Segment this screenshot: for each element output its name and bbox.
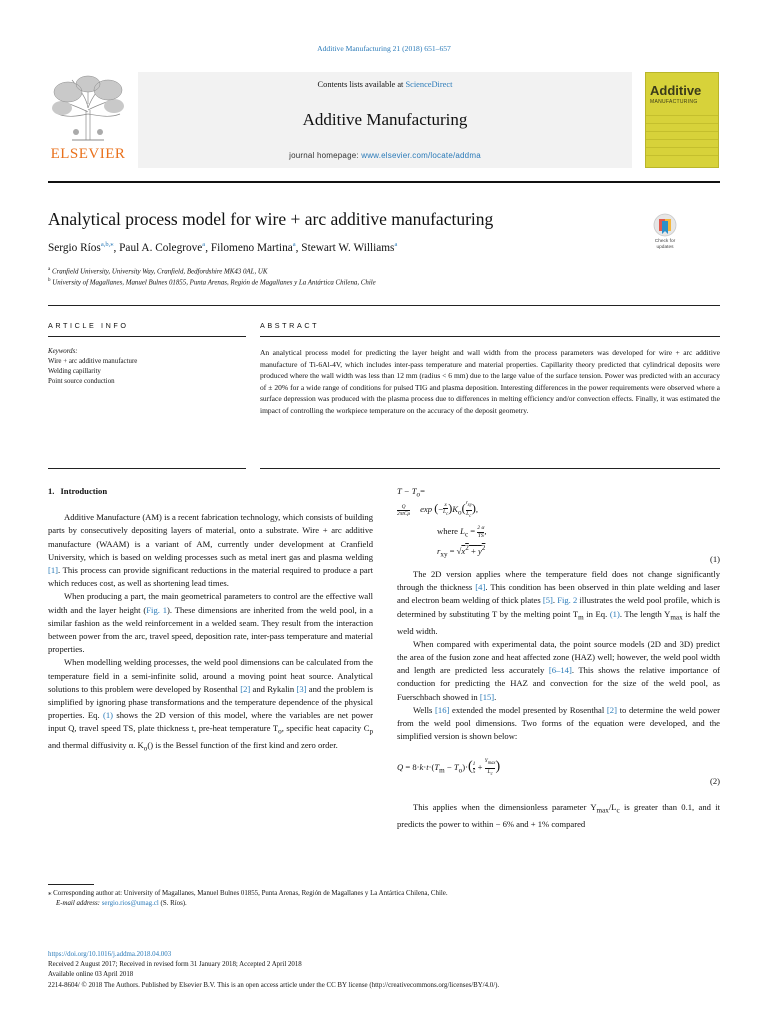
article-info-rule xyxy=(48,336,246,337)
cover-title: Additive xyxy=(650,83,702,98)
author-affiliation-marker[interactable]: a,b,⁎ xyxy=(100,241,114,248)
citation-link[interactable]: [4] xyxy=(475,582,486,593)
affiliation-text: University of Magallanes, Manuel Bulnes 01855, Punta Arenas, Región de Magallanes y La Antártica Chilena, Chile xyxy=(52,279,376,287)
elsevier-logo xyxy=(48,74,128,166)
equation-2: $Q = 8\cdot k\cdot t\cdot(T_m - T_o)\cdot$( $\frac{1}{5}$ + $\frac{Y_{max}}{L_c}$) (2) xyxy=(397,751,720,797)
journal-header-box xyxy=(138,72,632,168)
right-paragraph-2: When compared with experimental data, the point source models (2D and 3D) predict the area of the fusion zone and heat affected zone (HAZ) well; however, the weld pool width and length are predicted less accurately [6–14]. This shows the relative importance of conduction for predicting the HAZ and convection for the size of the weld pool, as Fuerschbach showed in [15]. xyxy=(397,638,720,702)
doi-link[interactable]: https://doi.org/10.1016/j.addma.2018.04.003 xyxy=(48,951,172,958)
citation-link[interactable]: [16] xyxy=(435,704,450,715)
license-line: 2214-8604/ © 2018 The Authors. Published by Elsevier B.V. This is an open access article under the CC BY license (http://creativecommons.org/licenses/BY/4.0/). xyxy=(48,981,500,989)
citation-link[interactable]: [2] xyxy=(240,683,251,694)
affiliation-a xyxy=(48,267,668,275)
journal-reference-link[interactable]: Additive Manufacturing 21 (2018) 651–657 xyxy=(317,44,451,53)
abstract-heading: ABSTRACT xyxy=(260,321,320,330)
equation-1: $T - T_o=$ Q 2πtCρ exp (− $\frac{x}{L_c})K_o$( $\frac{r_{xy}}{L_c}$), where $L_c$ = $\frac{2 \alpha}{TS}$, $r_{xy} = √x^2 + y^2$ (1) xyxy=(397,485,720,568)
author-separator: , xyxy=(205,241,211,254)
section-heading: 1. Introduction xyxy=(48,486,108,496)
keyword-item: Wire + arc additive manufacture xyxy=(48,358,138,365)
elsevier-wordmark: ELSEVIER xyxy=(50,146,126,162)
article-info-heading: ARTICLE INFO xyxy=(48,321,129,330)
abstract-bottom-rule xyxy=(260,468,720,469)
abstract-rule xyxy=(260,336,720,337)
intro-paragraph-2: When producing a part, the main geometrical parameters to control are the effective wall width and the layer height (Fig. 1). These dimensions are inherited from the weld pool, in a similar fashion as the weld reinforcement in a welded seam. They result from the interaction between power from the arc, travel speed, deposition rate, inter-pass temperature and material properties. xyxy=(48,591,373,655)
journal-name: Additive Manufacturing xyxy=(302,110,468,129)
citation-link[interactable]: [5] xyxy=(542,595,553,606)
author-name[interactable]: Stewart W. Williams xyxy=(301,241,395,254)
equation-link[interactable]: (1) xyxy=(609,608,620,619)
citation-link[interactable]: [3] xyxy=(296,683,307,694)
email-link[interactable]: sergio.rios@umag.cl xyxy=(101,900,159,907)
author-separator: , xyxy=(295,241,302,254)
author-affiliation-marker[interactable]: a xyxy=(292,241,296,248)
author-name[interactable]: Paul A. Colegrove xyxy=(119,241,203,254)
author-name[interactable]: Filomeno Martina xyxy=(210,241,293,254)
keyword-item: Point source conduction xyxy=(48,378,115,385)
intro-paragraph-3: When modelling welding processes, the weld pool dimensions can be calculated from the temperature field in a semi-infinite solid, around a moving point heat source. Analytical solutions to this problem were developed by Rosenthal [2] and Rykalin [3] and the problem is simplified by ignoring phase transformations and the temperature dependence of the physical properties. Eq. (1) shows the 2D version of this model, where the variables are net power input Q, travel speed TS, plate thickness t, pre-heat temperature $T_o$, specific heat capacity $C_p$ and thermal diffusivity α. $K_o()$ is the Bessel function of the first kind and zero order. xyxy=(48,657,374,754)
keyword-item: Welding capillarity xyxy=(48,368,101,375)
right-paragraph-4: This applies when the dimensionless parameter $Y_{max}/L_c$ is greater than 0.1, and it predicts the power to within − 6% and + 1% compared xyxy=(397,802,720,830)
author-separator: , xyxy=(113,241,120,254)
right-column xyxy=(397,485,720,831)
article-title: Analytical process model for wire + arc additive manufacturing xyxy=(48,209,494,229)
equation-link[interactable]: (1) xyxy=(102,710,114,721)
equation-number: (1) xyxy=(709,554,720,564)
abstract-text: An analytical process model for predicting the layer height and wall width from the process parameters was developed for wire + arc additive manufacture of Ti-6Al-4V, which includes inter-pass temperature and material properties. Capillarity theory predicted that cylindrical deposits were produced where the wall width was less than 12 mm (radius < 6 mm) due to the large value of the surface tension. Power was predicted with an accuracy of ± 20% for a wide range of conditions for pulsed TIG and plasma deposition. Interesting differences in the power requirements were observed where a surface depression was produced with the plasma process due to differences in melting efficiency and/or convection effects. Finally, it was estimated the impact of controlling the workpiece temperature on the accuracy of the deposit geometry. xyxy=(260,348,720,415)
footnote-rule xyxy=(48,884,94,885)
homepage-label: journal homepage: xyxy=(289,151,362,160)
right-paragraph-3: Wells [16] extended the model presented by Rosenthal [2] to determine the weld power from the weld pool dimensions. Two forms of the equation were developed, and the simplified version is shown below: xyxy=(397,704,720,742)
section-rule xyxy=(48,305,720,306)
online-date: Available online 03 April 2018 xyxy=(48,971,134,979)
cover-subtitle: MANUFACTURING xyxy=(650,99,698,105)
keywords-block xyxy=(48,347,246,387)
figure-link[interactable]: Fig. 1 xyxy=(146,604,168,615)
author-list xyxy=(48,240,628,254)
citation-link[interactable]: [2] xyxy=(606,704,617,715)
affiliation-marker: a xyxy=(48,267,51,272)
check-for-updates-badge[interactable] xyxy=(648,212,682,256)
equation-number: (2) xyxy=(709,776,720,787)
affiliation-marker: b xyxy=(48,278,51,283)
author-affiliation-marker[interactable]: a xyxy=(202,241,206,248)
corresponding-author-note: ⁎ Corresponding author at: University of Magallanes, Manuel Bulnes 01855, Punta Arenas, Región de Magallanes y La Antártica Chilena, Chile. xyxy=(48,890,448,897)
intro-paragraph-1: Additive Manufacture (AM) is a recent fabrication technology, which consists of building parts by consecutively depositing layers of material, onto a substrate. Wire + arc additive manufacture (WAAM) is a variant of AM, currently under development at Cranfield University, which is based on welding processes such as metal inert gas and plasma welding [1]. This process can provide significant reductions in the material required to produce a part which reduces cost, as well as shortening lead times. xyxy=(48,512,373,589)
affiliation-text: Cranfield University, University Way, Cranfield, Bedfordshire MK43 0AL, UK xyxy=(51,268,268,276)
sciencedirect-link[interactable]: ScienceDirect xyxy=(405,80,453,89)
right-paragraph-1: The 2D version applies where the temperature field does not change significantly through the thickness [4]. This condition has been observed in thin plate welding and laser and electron beam welding of thick plates [5]. Fig. 2 illustrates the weld pool profile, which is determined by substituting T by the melting point $T_m$ in Eq. (1). The length $Y_{max}$ is half the weld width. xyxy=(397,569,721,636)
crossmark-label: Check for updates xyxy=(654,239,676,250)
header-rule xyxy=(48,181,720,183)
contents-line xyxy=(138,80,632,89)
journal-homepage xyxy=(138,151,632,160)
article-metadata xyxy=(48,950,720,991)
crossmark-icon xyxy=(648,212,682,240)
citation-link[interactable]: [6–14] xyxy=(548,665,572,676)
citation-link[interactable]: [1] xyxy=(48,565,59,576)
email-label: E-mail address: xyxy=(56,900,100,907)
elsevier-tree-icon xyxy=(48,74,128,144)
introduction-section xyxy=(48,485,373,756)
received-dates: Received 2 August 2017; Received in revised form 31 January 2018; Accepted 2 April 2018 xyxy=(48,961,302,969)
article-info-bottom-rule xyxy=(48,468,246,469)
homepage-link[interactable]: www.elsevier.com/locate/addma xyxy=(361,151,481,160)
journal-cover-thumbnail[interactable] xyxy=(645,72,719,168)
contents-prefix: Contents lists available at xyxy=(317,80,406,89)
figure-link[interactable]: Fig. 2 xyxy=(557,595,578,606)
citation-link[interactable]: [15] xyxy=(479,691,495,702)
email-note: E-mail address: sergio.rios@umag.cl (S. Ríos). xyxy=(56,900,187,907)
keywords-label: Keywords: xyxy=(48,348,78,355)
author-name[interactable]: Sergio Ríos xyxy=(48,241,101,254)
author-affiliation-marker[interactable]: a xyxy=(394,241,398,248)
affiliation-b xyxy=(48,278,668,286)
